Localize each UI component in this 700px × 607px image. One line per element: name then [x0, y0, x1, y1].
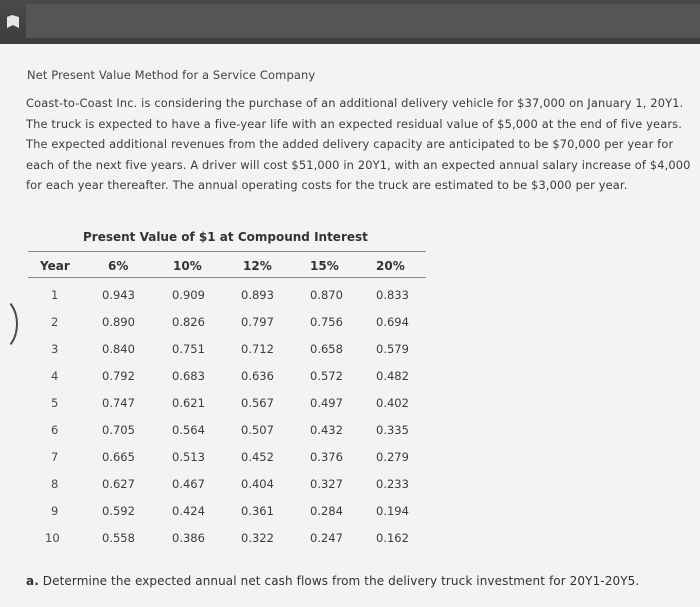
- bookmark-icon[interactable]: [6, 14, 20, 30]
- toolbar-strip: [26, 4, 700, 38]
- table-cell-value: 0.247: [310, 531, 343, 545]
- table-cell-value: 0.322: [241, 531, 274, 545]
- table-cell-value: 0.507: [241, 423, 274, 437]
- table-cell-value: 0.826: [172, 315, 205, 329]
- table-cell-value: 0.694: [376, 315, 409, 329]
- table-cell-value: 0.452: [241, 450, 274, 464]
- table-cell-value: 0.751: [172, 342, 205, 356]
- table-cell-year: 4: [51, 369, 59, 383]
- table-cell-value: 0.658: [310, 342, 343, 356]
- table-cell-value: 0.162: [376, 531, 409, 545]
- table-cell-value: 0.683: [172, 369, 205, 383]
- table-cell-value: 0.327: [310, 477, 343, 491]
- table-cell-value: 0.636: [241, 369, 274, 383]
- table-cell-value: 0.564: [172, 423, 205, 437]
- table-header-rate-5: 20%: [376, 259, 405, 273]
- question-a: [26, 574, 639, 588]
- table-cell-value: 0.909: [172, 288, 205, 302]
- table-cell-value: 0.840: [102, 342, 135, 356]
- table-cell-value: 0.361: [241, 504, 274, 518]
- table-cell-value: 0.870: [310, 288, 343, 302]
- question-text: Determine the expected annual net cash flows from the delivery truck investment for 20Y1-20Y5.: [42, 574, 640, 588]
- table-cell-value: 0.432: [310, 423, 343, 437]
- table-header-rate-2: 10%: [173, 259, 202, 273]
- table-cell-value: 0.279: [376, 450, 409, 464]
- table-cell-value: 0.833: [376, 288, 409, 302]
- table-cell-value: 0.386: [172, 531, 205, 545]
- table-cell-year: 2: [51, 315, 59, 329]
- top-toolbar: [0, 0, 700, 44]
- table-cell-value: 0.335: [376, 423, 409, 437]
- table-cell-value: 0.284: [310, 504, 343, 518]
- table-cell-value: 0.424: [172, 504, 205, 518]
- problem-heading: Net Present Value Method for a Service Company: [27, 68, 316, 82]
- table-cell-value: 0.579: [376, 342, 409, 356]
- table-cell-value: 0.592: [102, 504, 135, 518]
- table-cell-value: 0.712: [241, 342, 274, 356]
- table-cell-value: 0.194: [376, 504, 409, 518]
- table-cell-value: 0.890: [102, 315, 135, 329]
- table-cell-value: 0.627: [102, 477, 135, 491]
- table-cell-year: 10: [45, 531, 60, 545]
- table-cell-year: 6: [51, 423, 59, 437]
- table-cell-value: 0.558: [102, 531, 135, 545]
- table-cell-value: 0.376: [310, 450, 343, 464]
- table-cell-year: 7: [51, 450, 59, 464]
- table-cell-value: 0.233: [376, 477, 409, 491]
- pv-table-title: Present Value of $1 at Compound Interest: [83, 230, 368, 244]
- problem-text: Coast-to-Coast Inc. is considering the purchase of an additional delivery vehicle for $37,000 on January 1, 20Y1. The truck is expected to have a five-year life with an expected residual value of $5,000 at the end of five years. The expected additional revenues from the added delivery capacity are anticipated to be $70,000 per year for each of the next five years. A driver will cost $51,000 in 20Y1, with an expected annual salary increase of $4,000 for each year thereafter. The annual operating costs for the truck are estimated to be $3,000 per year.: [26, 96, 691, 193]
- table-cell-value: 0.513: [172, 450, 205, 464]
- table-cell-value: 0.482: [376, 369, 409, 383]
- table-header-rate-4: 15%: [310, 259, 339, 273]
- table-header-rate-3: 12%: [243, 259, 272, 273]
- table-cell-year: 3: [51, 342, 59, 356]
- table-cell-value: 0.797: [241, 315, 274, 329]
- table-cell-year: 1: [51, 288, 59, 302]
- table-cell-value: 0.621: [172, 396, 205, 410]
- table-cell-value: 0.572: [310, 369, 343, 383]
- table-cell-value: 0.497: [310, 396, 343, 410]
- table-cell-value: 0.756: [310, 315, 343, 329]
- table-cell-value: 0.705: [102, 423, 135, 437]
- table-cell-year: 9: [51, 504, 59, 518]
- table-cell-year: 5: [51, 396, 59, 410]
- table-cell-value: 0.404: [241, 477, 274, 491]
- table-cell-value: 0.402: [376, 396, 409, 410]
- table-header-rule: [28, 277, 426, 278]
- table-header-year: Year: [40, 259, 70, 273]
- table-cell-value: 0.747: [102, 396, 135, 410]
- table-header-rate-1: 6%: [108, 259, 129, 273]
- table-cell-value: 0.792: [102, 369, 135, 383]
- table-cell-value: 0.567: [241, 396, 274, 410]
- table-cell-value: 0.943: [102, 288, 135, 302]
- table-top-rule: [28, 251, 426, 252]
- table-cell-value: 0.467: [172, 477, 205, 491]
- table-cell-year: 8: [51, 477, 59, 491]
- table-cell-value: 0.893: [241, 288, 274, 302]
- table-cell-value: 0.665: [102, 450, 135, 464]
- question-label: a.: [26, 574, 39, 588]
